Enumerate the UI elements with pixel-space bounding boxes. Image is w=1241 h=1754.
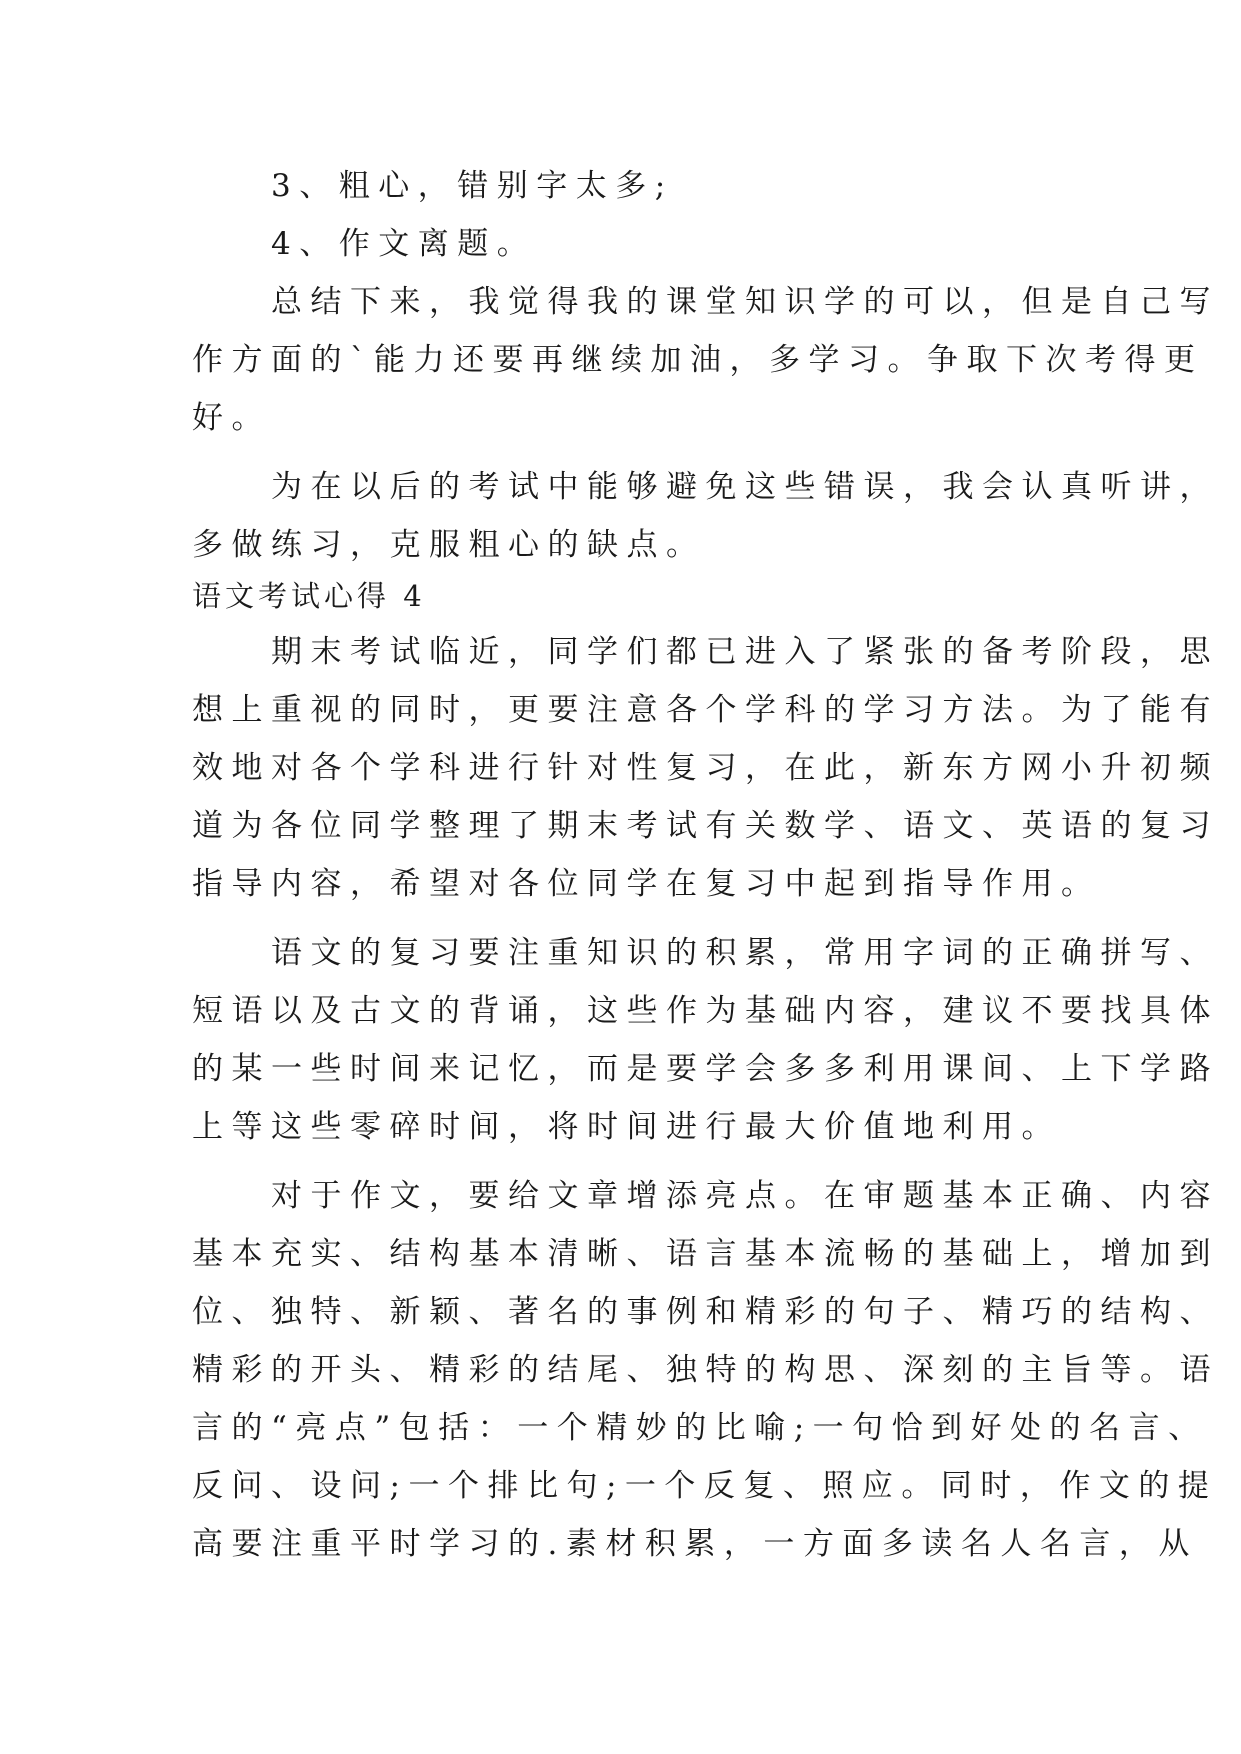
paragraph-line: 上等这些零碎时间，将时间进行最大价值地利用。 [192,1109,1061,1145]
list-item-4: 4、作文离题。 [192,226,537,262]
paragraph-line: 反问、设问;一个排比句;一个反复、照应。同时，作文的提 [192,1468,1218,1504]
section-heading: 语文考试心得 4 [192,579,426,613]
paragraph-line: 作方面的`能力还要再继续加油，多学习。争取下次考得更 [192,342,1204,378]
paragraph-line: 指导内容，希望对各位同学在复习中起到指导作用。 [192,866,1101,902]
paragraph-line: 道为各位同学整理了期末考试有关数学、语文、英语的复习 [192,808,1219,844]
paragraph-line: 总结下来，我觉得我的课堂知识学的可以，但是自己写 [192,284,1219,320]
paragraph-line: 对于作文，要给文章增添亮点。在审题基本正确、内容 [192,1178,1219,1214]
paragraph-line: 好。 [192,400,271,436]
paragraph-line: 效地对各个学科进行针对性复习，在此，新东方网小升初频 [192,750,1219,786]
list-item-3: 3、粗心，错别字太多; [192,168,674,204]
paragraph-line: 的某一些时间来记忆，而是要学会多多利用课间、上下学路 [192,1051,1219,1087]
paragraph-line: 短语以及古文的背诵，这些作为基础内容，建议不要找具体 [192,993,1219,1029]
paragraph-line: 高要注重平时学习的.素材积累，一方面多读名人名言，从 [192,1526,1198,1562]
paragraph-line: 位、独特、新颖、著名的事例和精彩的句子、精巧的结构、 [192,1294,1219,1330]
paragraph-line: 期末考试临近，同学们都已进入了紧张的备考阶段，思 [192,634,1219,670]
paragraph-line: 语文的复习要注重知识的积累，常用字词的正确拼写、 [192,935,1219,971]
paragraph-line: 基本充实、结构基本清晰、语言基本流畅的基础上，增加到 [192,1236,1219,1272]
paragraph-line: 为在以后的考试中能够避免这些错误，我会认真听讲， [192,469,1219,505]
paragraph-line: 多做练习，克服粗心的缺点。 [192,527,706,563]
paragraph-line: 精彩的开头、精彩的结尾、独特的构思、深刻的主旨等。语 [192,1352,1219,1388]
paragraph-line: 言的“亮点”包括：一个精妙的比喻;一句恰到好处的名言、 [192,1410,1208,1446]
paragraph-line: 想上重视的同时，更要注意各个学科的学习方法。为了能有 [192,692,1219,728]
